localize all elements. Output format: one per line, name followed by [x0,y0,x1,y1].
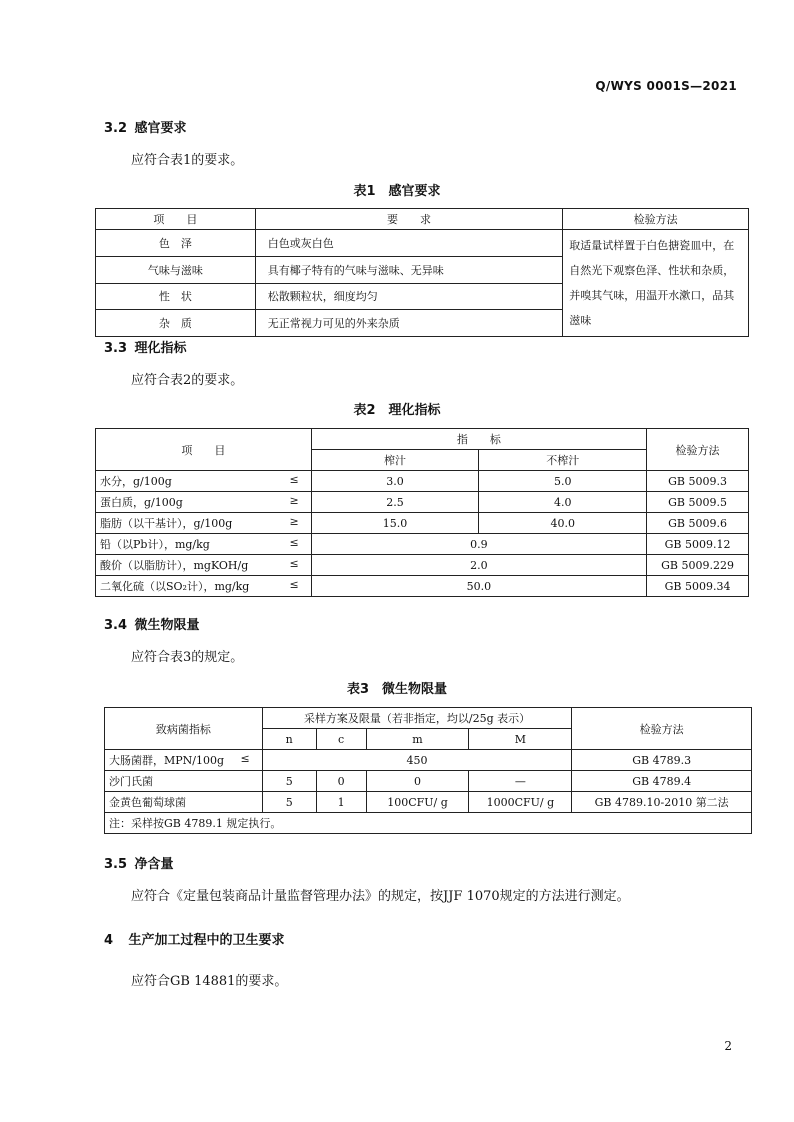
value-merged: 0.9 [311,534,646,555]
section-3-2-heading [104,117,187,136]
table-row [96,555,749,576]
section-3-5-heading [104,853,174,872]
row-item-label: 水分，g/100g [100,475,172,488]
value-n: 5 [262,771,316,792]
row-item [96,513,312,534]
subheader-m: m [366,729,469,750]
value-merged: 450 [262,750,572,771]
value-not-pressed: 40.0 [479,513,647,534]
row-item-label: 酸价（以脂肪计），mgKOH/g [100,559,249,572]
row-method: GB 5009.34 [647,576,749,597]
table-3-microbial [104,707,752,834]
table-row [105,792,752,813]
row-item [96,492,312,513]
row-item: 气味与滋味 [96,256,256,283]
value-merged: 50.0 [311,576,646,597]
row-item-label: 脂肪（以干基计），g/100g [100,517,233,530]
section-title: 理化指标 [134,341,187,356]
table-row [105,771,752,792]
row-method: GB 4789.3 [572,750,752,771]
comparison-symbol: ≤ [289,473,299,486]
row-item-label: 二氧化硫（以SO₂计），mg/kg [100,580,250,593]
header-index: 指 标 [311,429,646,450]
section-number: 3.4 [104,618,128,633]
section-number: 3.3 [104,341,128,356]
header-item: 项 目 [96,429,312,471]
row-item: 色 泽 [96,230,256,257]
row-item-label: 铅（以Pb计），mg/kg [100,538,210,551]
comparison-symbol: ≥ [289,494,299,507]
row-method: GB 5009.229 [647,555,749,576]
page-number: 2 [724,1039,732,1053]
row-method: GB 4789.10-2010 第二法 [572,792,752,813]
section-3-2-intro: 应符合表1的要求。 [131,153,244,168]
table-row [96,230,749,257]
value-m: 0 [366,771,469,792]
row-item [96,471,312,492]
section-title: 感官要求 [134,121,187,136]
table-3-caption: 表3 微生物限量 [346,682,448,697]
table-header-row [96,429,749,450]
section-title: 净含量 [134,857,174,872]
row-item: 杂 质 [96,310,256,337]
section-number: 3.2 [104,121,128,136]
method-cell: 取适量试样置于白色搪瓷皿中，在自然光下观察色泽、性状和杂质，并嗅其气味，用温开水漱口，品其滋味 [563,230,749,337]
comparison-symbol: ≤ [289,557,299,570]
header-method: 检验方法 [563,209,749,230]
table-1-sensory [95,208,749,337]
row-method: GB 4789.4 [572,771,752,792]
row-requirement: 松散颗粒状，细度均匀 [255,283,563,310]
value-M: 1000CFU/ g [469,792,572,813]
value-not-pressed: 5.0 [479,471,647,492]
section-number: 3.5 [104,857,128,872]
table-row [96,513,749,534]
header-method: 检验方法 [572,708,752,750]
header-item: 项 目 [96,209,256,230]
value-c: 1 [316,792,366,813]
section-3-4-intro: 应符合表3的规定。 [131,650,244,665]
section-4-heading [104,929,285,948]
value-m: 100CFU/ g [366,792,469,813]
row-item [96,534,312,555]
row-item: 沙门氏菌 [105,771,263,792]
value-c: 0 [316,771,366,792]
value-pressed: 3.0 [311,471,479,492]
value-merged: 2.0 [311,555,646,576]
row-item-label: 大肠菌群，MPN/100g [109,754,225,767]
table-row [105,750,752,771]
row-item: 性 状 [96,283,256,310]
section-3-4-heading [104,614,200,633]
section-3-5-text: 应符合《定量包装商品计量监督管理办法》的规定，按JJF 1070规定的方法进行测定。 [131,889,630,904]
section-3-3-intro: 应符合表2的要求。 [131,373,244,388]
comparison-symbol: ≤ [289,578,299,591]
value-M: — [469,771,572,792]
header-method: 检验方法 [647,429,749,471]
row-requirement: 白色或灰白色 [255,230,563,257]
row-method: GB 5009.12 [647,534,749,555]
table-note: 注：采样按GB 4789.1 规定执行。 [105,813,752,834]
comparison-symbol: ≥ [289,515,299,528]
row-item [105,750,263,771]
comparison-symbol: ≤ [240,752,250,765]
header-item: 致病菌指标 [105,708,263,750]
table-note-row [105,813,752,834]
value-pressed: 15.0 [311,513,479,534]
value-pressed: 2.5 [311,492,479,513]
table-row [96,492,749,513]
table-row [96,576,749,597]
standard-code: Q/WYS 0001S—2021 [595,79,737,93]
table-2-caption: 表2 理化指标 [353,403,441,418]
row-method: GB 5009.3 [647,471,749,492]
header-plan: 采样方案及限量（若非指定，均以/25g 表示） [262,708,572,729]
row-method: GB 5009.5 [647,492,749,513]
table-header-row [96,209,749,230]
table-1-caption: 表1 感官要求 [353,184,441,199]
section-3-3-heading [104,337,187,356]
table-2-physicochemical [95,428,749,597]
row-item [96,576,312,597]
comparison-symbol: ≤ [289,536,299,549]
value-n: 5 [262,792,316,813]
header-requirement: 要 求 [255,209,563,230]
section-title: 微生物限量 [134,618,200,633]
section-4-text: 应符合GB 14881的要求。 [131,974,288,989]
row-item [96,555,312,576]
row-method: GB 5009.6 [647,513,749,534]
table-row [96,471,749,492]
value-not-pressed: 4.0 [479,492,647,513]
table-row [96,534,749,555]
row-item-label: 蛋白质，g/100g [100,496,183,509]
row-item: 金黄色葡萄球菌 [105,792,263,813]
subheader-not-pressed: 不榨汁 [479,450,647,471]
table-header-row [105,708,752,729]
subheader-c: c [316,729,366,750]
row-requirement: 无正常视力可见的外来杂质 [255,310,563,337]
section-title: 生产加工过程中的卫生要求 [128,933,285,948]
subheader-pressed: 榨汁 [311,450,479,471]
section-number: 4 [104,933,114,948]
row-requirement: 具有椰子特有的气味与滋味、无异味 [255,256,563,283]
subheader-M: M [469,729,572,750]
subheader-n: n [262,729,316,750]
